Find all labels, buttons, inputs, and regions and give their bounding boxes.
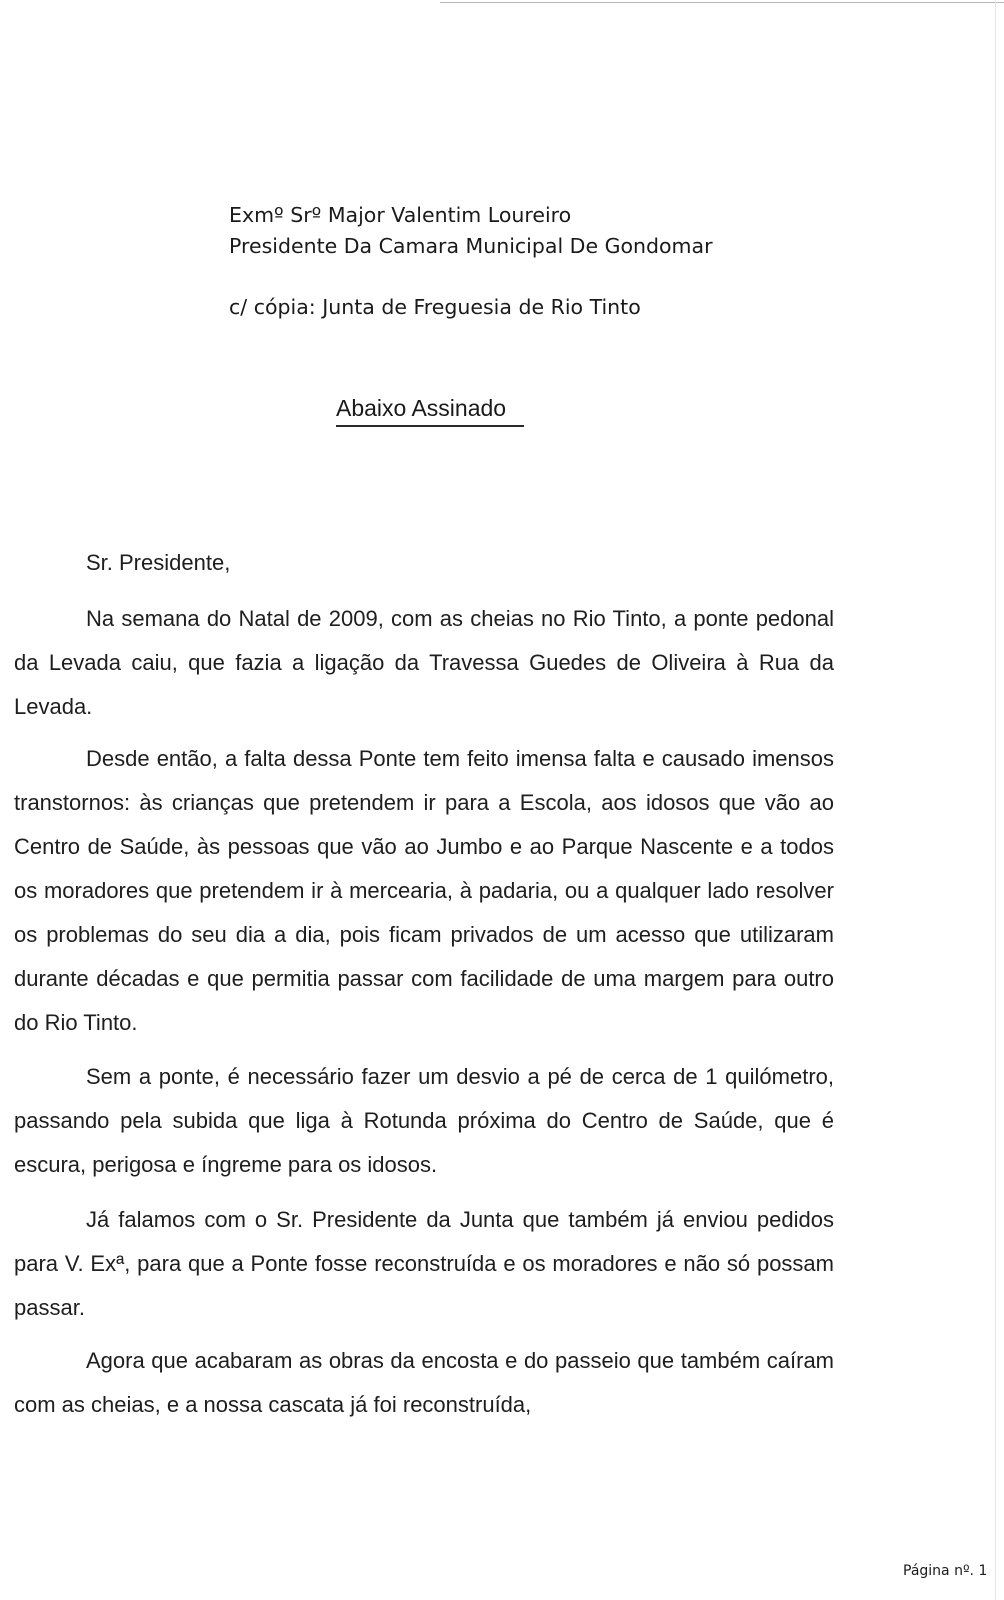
paragraph-impact: Desde então, a falta dessa Ponte tem feito imensa falta e causado imensos transtornos: às crianças que pretendem ir para a Escola, aos idosos que vão ao Centro de Saúde, às pessoas que vão ao Jumbo e ao Parque Nascente e a todos os moradores que pretendem ir à mercearia, à padaria, ou a qualquer lado resolver os problemas do seu dia a dia, pois ficam privados de um acesso que utilizaram durante décadas e que permitia passar com facilidade de uma margem para outro do Rio Tinto. (14, 746, 834, 1035)
recipient-address (229, 200, 713, 262)
paragraph-bridge-collapse: Na semana do Natal de 2009, com as cheias no Rio Tinto, a ponte pedonal da Levada caiu, que fazia a ligação da Travessa Guedes de Oliveira à Rua da Levada. (14, 606, 834, 719)
salutation: Sr. Presidente, (86, 550, 231, 575)
page-number: Página nº. 1 (903, 1563, 988, 1579)
scan-edge-right (995, 0, 996, 1600)
paragraph-junta-contact: Já falamos com o Sr. Presidente da Junta que também já enviou pedidos para V. Exª, para que a Ponte fosse reconstruída e os moradores e não só possam passar. (14, 1207, 834, 1320)
paragraph-works-finished: Agora que acabaram as obras da encosta e do passeio que também caíram com as cheias, e a nossa cascata já foi reconstruída, (14, 1348, 834, 1417)
scan-edge-top (440, 2, 1004, 3)
recipient-title: Presidente Da Camara Municipal De Gondomar (229, 234, 713, 258)
copy-recipient: c/ cópia: Junta de Freguesia de Rio Tinto (229, 295, 641, 319)
paragraph-detour: Sem a ponte, é necessário fazer um desvio a pé de cerca de 1 quilómetro, passando pela subida que liga à Rotunda próxima do Centro de Saúde, que é escura, perigosa e íngreme para os idosos. (14, 1064, 834, 1177)
document-title: Abaixo Assinado (336, 395, 507, 421)
recipient-name: Exmº Srº Major Valentim Loureiro (229, 203, 572, 227)
title-underline (336, 425, 524, 427)
